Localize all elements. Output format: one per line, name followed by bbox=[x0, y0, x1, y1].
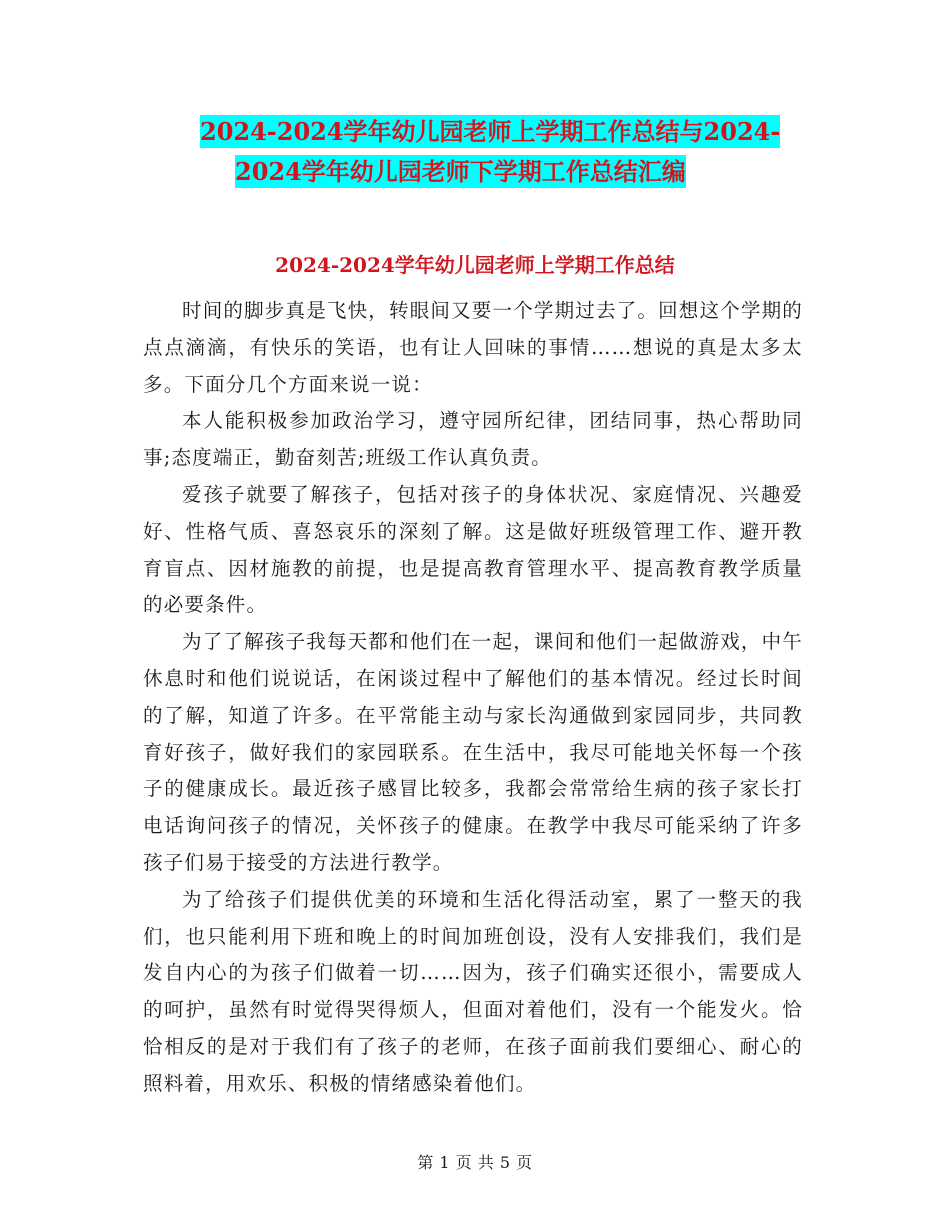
main-title bbox=[200, 112, 800, 192]
section-title: 2024-2024学年幼儿园老师上学期工作总结 bbox=[275, 253, 675, 277]
main-title-line-2: 2024学年幼儿园老师下学期工作总结汇编 bbox=[235, 157, 686, 186]
paragraph: 时间的脚步真是飞快，转眼间又要一个学期过去了。回想这个学期的点点滴滴，有快乐的笑语，也有让人回味的事情……想说的真是太多太多。下面分几个方面来说一说： bbox=[143, 299, 804, 396]
paragraph: 本人能积极参加政治学习，遵守园所纪律，团结同事，热心帮助同事;态度端正，勤奋刻苦;班级工作认真负责。 bbox=[143, 409, 803, 470]
page-footer: 第 1 页 共 5 页 bbox=[417, 1153, 533, 1172]
body-text bbox=[143, 293, 803, 1103]
paragraph: 为了了解孩子我每天都和他们在一起，课间和他们一起做游戏，中午休息时和他们说说话，在闲谈过程中了解他们的基本情况。经过长时间的了解，知道了许多。在平常能主动与家长沟通做到家园同步，共同教育好孩子，做好我们的家园联系。在生活中，我尽可能地关怀每一个孩子的健康成长。最近孩子感冒比较多，我都会常常给生病的孩子家长打电话询问孩子的情况，关怀孩子的健康。在教学中我尽可能采纳了许多孩子们易于接受的方法进行教学。 bbox=[143, 630, 804, 874]
paragraph: 为了给孩子们提供优美的环境和生活化得活动室，累了一整天的我们，也只能利用下班和晚上的时间加班创设，没有人安排我们，我们是发自内心的为孩子们做着一切……因为，孩子们确实还很小，需要成人的呵护，虽然有时觉得哭得烦人，但面对着他们，没有一个能发火。恰恰相反的是对于我们有了孩子的老师，在孩子面前我们要细心、耐心的照料着，用欢乐、积极的情绪感染着他们。 bbox=[143, 887, 803, 1095]
paragraph: 爱孩子就要了解孩子，包括对孩子的身体状况、家庭情况、兴趣爱好、性格气质、喜怒哀乐的深刻了解。这是做好班级管理工作、避开教育盲点、因材施教的前提，也是提高教育管理水平、提高教育教学质量的必要条件。 bbox=[143, 482, 803, 617]
main-title-line-1: 2024-2024学年幼儿园老师上学期工作总结与2024- bbox=[200, 117, 781, 146]
